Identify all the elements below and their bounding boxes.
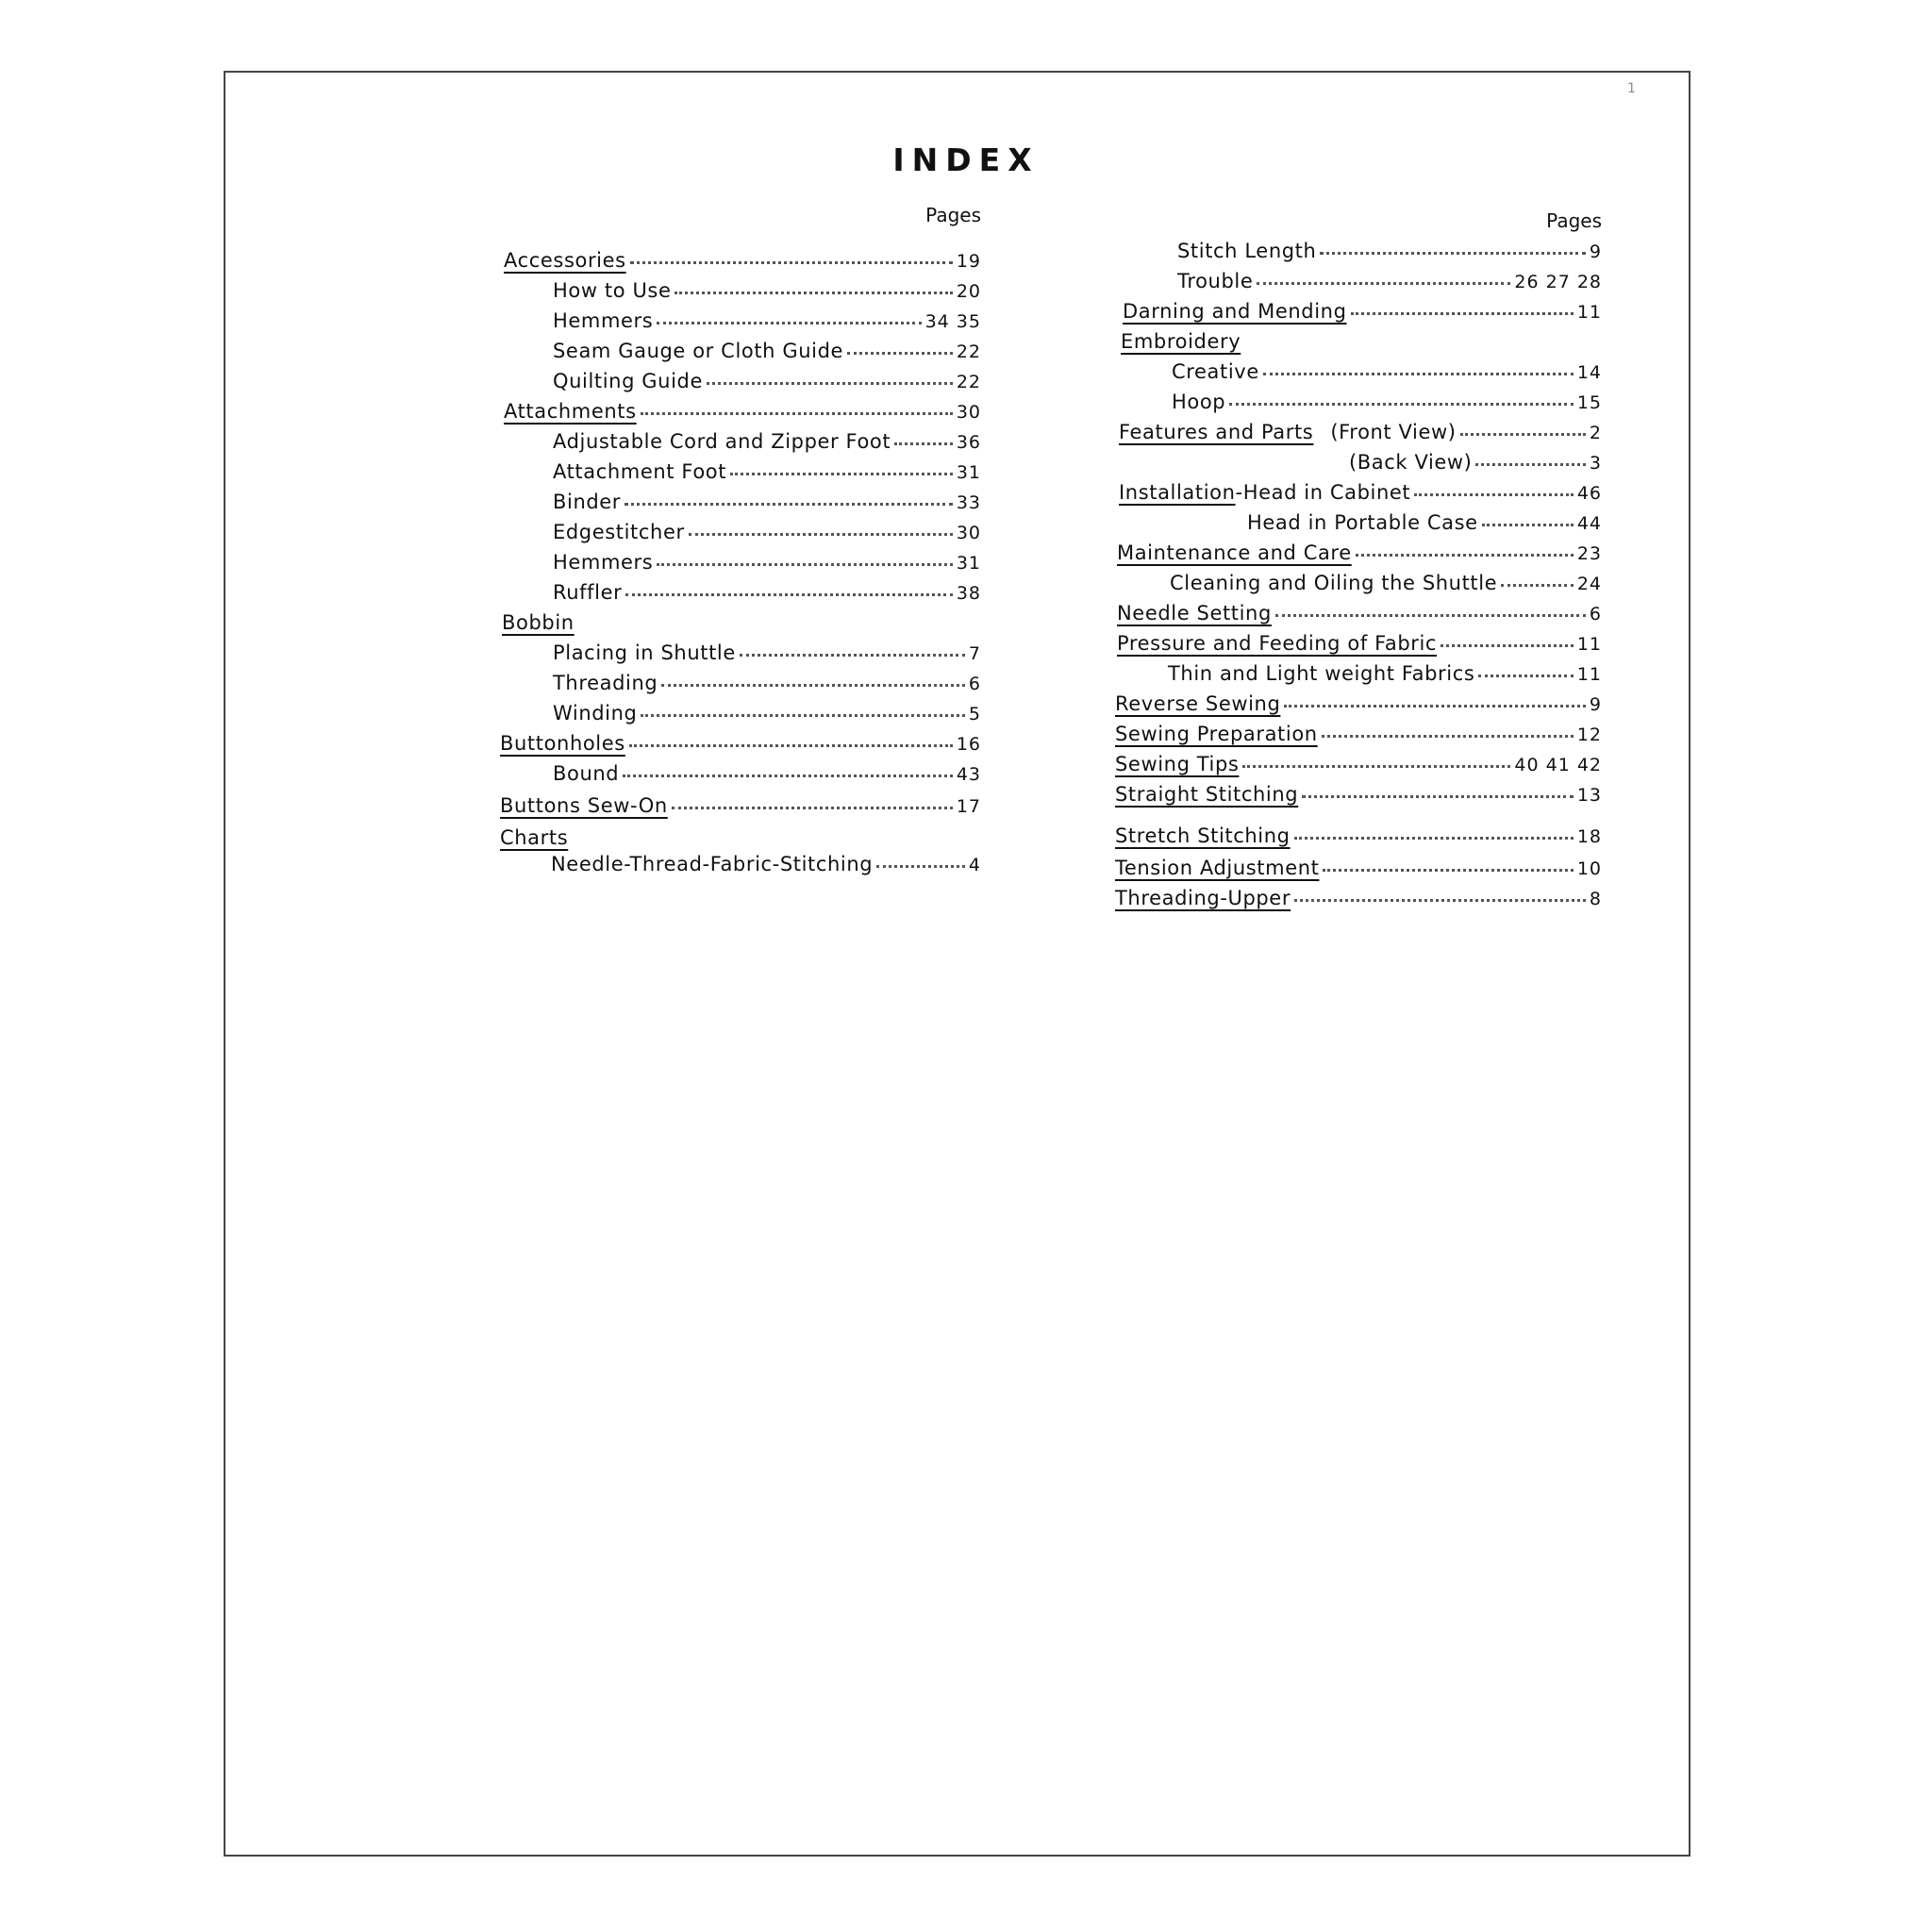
index-entry: [1247, 504, 1602, 534]
index-entry-page: 11: [1576, 302, 1602, 323]
leader-dots: [1351, 311, 1574, 315]
index-entry-label: Needle Setting: [1117, 602, 1272, 625]
index-entry: [1168, 655, 1602, 685]
index-entry-label: Accessories: [504, 249, 626, 272]
index-entry-label: Cleaning and Oiling the Shuttle: [1170, 572, 1498, 594]
index-entry: [500, 787, 981, 817]
index-entry-page: 22: [956, 372, 981, 392]
index-entry: [1117, 625, 1602, 655]
index-entry-label: Attachment Foot: [553, 460, 727, 483]
index-entry-label: Placing in Shuttle: [553, 641, 736, 664]
index-entry: [1115, 745, 1602, 775]
index-entry-label: Pressure and Feeding of Fabric: [1117, 632, 1438, 655]
leader-dots: [1284, 704, 1586, 708]
index-entry: [1115, 879, 1602, 909]
index-entry-page: 46: [1576, 483, 1602, 504]
index-entry-label: Threading: [553, 672, 658, 694]
pages-header: Pages: [925, 204, 981, 226]
index-entry-label: Installation: [1119, 481, 1236, 504]
index-entry-page: 9: [1589, 242, 1602, 262]
index-entry-label: Darning and Mending: [1123, 300, 1347, 323]
index-entry: [1172, 383, 1602, 413]
index-entry-page: 34 35: [924, 311, 981, 332]
index-entry-page: 38: [956, 583, 981, 604]
index-entry-page: 9: [1589, 694, 1602, 715]
index-entry-label: Hoop: [1172, 391, 1226, 413]
index-entry: [1115, 775, 1602, 806]
leader-dots: [707, 381, 953, 385]
index-entry: [1123, 292, 1602, 323]
leader-dots: [1414, 492, 1574, 496]
leader-dots: [1460, 432, 1586, 436]
index-entry: [553, 664, 981, 694]
index-entry-label: Ruffler: [553, 581, 623, 604]
index-entry-label: Sewing Tips: [1115, 753, 1240, 775]
index-entry-page: 6: [968, 674, 981, 694]
leader-dots: [1441, 643, 1574, 647]
index-entry-label: Edgestitcher: [553, 521, 685, 543]
page-title: INDEX: [892, 142, 1040, 178]
index-entry-label: Hemmers: [553, 551, 654, 574]
index-entry: [1170, 564, 1602, 594]
index-entry-label: Hemmers: [553, 309, 654, 332]
index-entry-page: 16: [956, 734, 981, 755]
leader-dots: [1475, 462, 1585, 466]
leader-dots: [1320, 251, 1586, 255]
index-entry: [553, 574, 981, 604]
leader-dots: [1294, 836, 1574, 840]
leader-dots: [657, 562, 952, 566]
index-entry-page: 13: [1576, 785, 1602, 806]
index-entry-page: 8: [1589, 889, 1602, 909]
index-entry-label: Stretch Stitching: [1115, 824, 1291, 847]
leader-dots: [1302, 794, 1574, 798]
index-entry-label: Winding: [553, 702, 638, 724]
index-entry-page: 4: [968, 855, 981, 875]
index-entry: [1119, 413, 1602, 443]
leader-dots: [625, 502, 953, 506]
index-entry-label: Trouble: [1177, 270, 1254, 292]
index-entry: [500, 724, 981, 755]
index-entry: [553, 302, 981, 332]
index-entry-page: 17: [956, 796, 981, 817]
index-entry-label: Sewing Preparation: [1115, 723, 1318, 745]
leader-dots: [630, 260, 953, 264]
leader-dots: [623, 774, 953, 777]
index-entry-page: 43: [956, 764, 981, 785]
leader-dots: [1275, 613, 1586, 617]
index-entry-page: 19: [956, 251, 981, 272]
index-entry-label: Reverse Sewing: [1115, 692, 1281, 715]
index-entry-page: 3: [1589, 453, 1602, 474]
pages-header: Pages: [1546, 209, 1602, 232]
index-entry: [1177, 232, 1602, 262]
index-entry-page: 31: [956, 462, 981, 483]
leader-dots: [1478, 674, 1573, 677]
index-entry-label: Binder: [553, 491, 622, 513]
leader-dots: [641, 411, 953, 415]
index-entry-page: 12: [1576, 724, 1602, 745]
index-entry-page: 23: [1576, 543, 1602, 564]
index-entry: [553, 755, 981, 785]
index-entry: [553, 483, 981, 513]
index-entry-page: 22: [956, 341, 981, 362]
index-entry-page: 6: [1589, 604, 1602, 625]
index-entry-page: 20: [956, 281, 981, 302]
leader-dots: [894, 441, 953, 445]
index-entry-page: 40 41 42: [1514, 755, 1602, 775]
index-entry-label: Features and Parts: [1119, 421, 1314, 443]
leader-dots: [1323, 868, 1573, 872]
index-entry-label: Tension Adjustment: [1115, 857, 1320, 879]
index-entry: [1117, 534, 1602, 564]
index-entry-label: Threading-Upper: [1115, 887, 1291, 909]
leader-dots: [740, 653, 965, 657]
index-entry-label: Attachments: [504, 400, 637, 423]
index-entry-page: 11: [1576, 664, 1602, 685]
index-entry-label: Head in Portable Case: [1247, 511, 1478, 534]
leader-dots: [1257, 281, 1510, 285]
index-entry: [1115, 849, 1602, 879]
index-entry: [553, 272, 981, 302]
leader-dots: [629, 743, 953, 747]
index-entry: [553, 423, 981, 453]
index-entry-label: Charts: [500, 826, 569, 849]
index-entry-label: Adjustable Cord and Zipper Foot: [553, 430, 891, 453]
index-entry-sublabel: (Front View): [1330, 421, 1457, 443]
leader-dots: [1482, 523, 1574, 526]
leader-dots: [675, 291, 952, 294]
index-entry: [1117, 594, 1602, 625]
index-entry: [553, 453, 981, 483]
index-entry: [1172, 353, 1602, 383]
index-entry-page: 15: [1576, 392, 1602, 413]
index-entry-page: 10: [1576, 858, 1602, 879]
index-entry-page: 18: [1576, 826, 1602, 847]
leader-dots: [1322, 734, 1574, 738]
leader-dots: [689, 532, 953, 536]
leader-dots: [1263, 372, 1574, 375]
leader-dots: [1229, 402, 1574, 406]
index-entry-label: Buttons Sew-On: [500, 794, 668, 817]
index-entry: [504, 392, 981, 423]
index-entry-page: 44: [1576, 513, 1602, 534]
index-entry: [1121, 323, 1602, 353]
index-entry-page: 2: [1589, 423, 1602, 443]
leader-dots: [730, 472, 953, 475]
index-entry-page: 30: [956, 402, 981, 423]
index-entry: [553, 634, 981, 664]
index-entry-page: 36: [956, 432, 981, 453]
index-entry-label: Thin and Light weight Fabrics: [1168, 662, 1475, 685]
leader-dots: [661, 683, 965, 687]
index-entry-label: Straight Stitching: [1115, 783, 1299, 806]
index-entry: [1349, 443, 1602, 474]
leader-dots: [625, 592, 952, 596]
leader-dots: [1294, 898, 1586, 902]
index-entry: [504, 242, 981, 272]
leader-dots: [847, 351, 953, 355]
leader-dots: [641, 713, 964, 717]
leader-dots: [1501, 583, 1574, 587]
index-entry: [553, 332, 981, 362]
index-entry-label: Needle-Thread-Fabric-Stitching: [551, 853, 874, 875]
leader-dots: [1242, 764, 1510, 768]
index-entry-label: Bound: [553, 762, 620, 785]
index-entry-page: 7: [968, 643, 981, 664]
index-entry-label: Buttonholes: [500, 732, 625, 755]
index-entry-label: How to Use: [553, 279, 672, 302]
index-entry: [1119, 474, 1602, 504]
index-entry-label: Creative: [1172, 360, 1259, 383]
index-entry-sublabel: -Head in Cabinet: [1235, 481, 1411, 504]
leader-dots: [1356, 553, 1574, 557]
index-entry-label: Maintenance and Care: [1117, 541, 1352, 564]
leader-dots: [657, 321, 921, 325]
index-entry-label: Embroidery: [1121, 330, 1241, 353]
index-entry-label: Bobbin: [502, 611, 575, 634]
index-entry: [502, 604, 981, 634]
page-number: 1: [1627, 81, 1636, 96]
index-entry-page: 31: [956, 553, 981, 574]
index-entry: [1115, 685, 1602, 715]
index-entry: [553, 694, 981, 724]
index-entry-page: 5: [968, 704, 981, 724]
index-entry-label: Quilting Guide: [553, 370, 703, 392]
index-entry-page: 11: [1576, 634, 1602, 655]
index-entry: [1177, 262, 1602, 292]
index-entry: [553, 513, 981, 543]
index-entry-page: 24: [1576, 574, 1602, 594]
index-entry-page: 14: [1576, 362, 1602, 383]
leader-dots: [672, 806, 953, 809]
index-entry: [1115, 817, 1602, 847]
leader-dots: [876, 864, 965, 868]
index-entry-label: Seam Gauge or Cloth Guide: [553, 340, 844, 362]
index-entry: [553, 543, 981, 574]
index-entry-page: 30: [956, 523, 981, 543]
index-entry: [1115, 715, 1602, 745]
index-entry: [551, 845, 981, 875]
index-entry: [553, 362, 981, 392]
index-entry-page: 26 27 28: [1514, 272, 1602, 292]
index-entry-page: 33: [956, 492, 981, 513]
index-entry-label: Stitch Length: [1177, 240, 1317, 262]
index-entry-label: (Back View): [1349, 451, 1473, 474]
